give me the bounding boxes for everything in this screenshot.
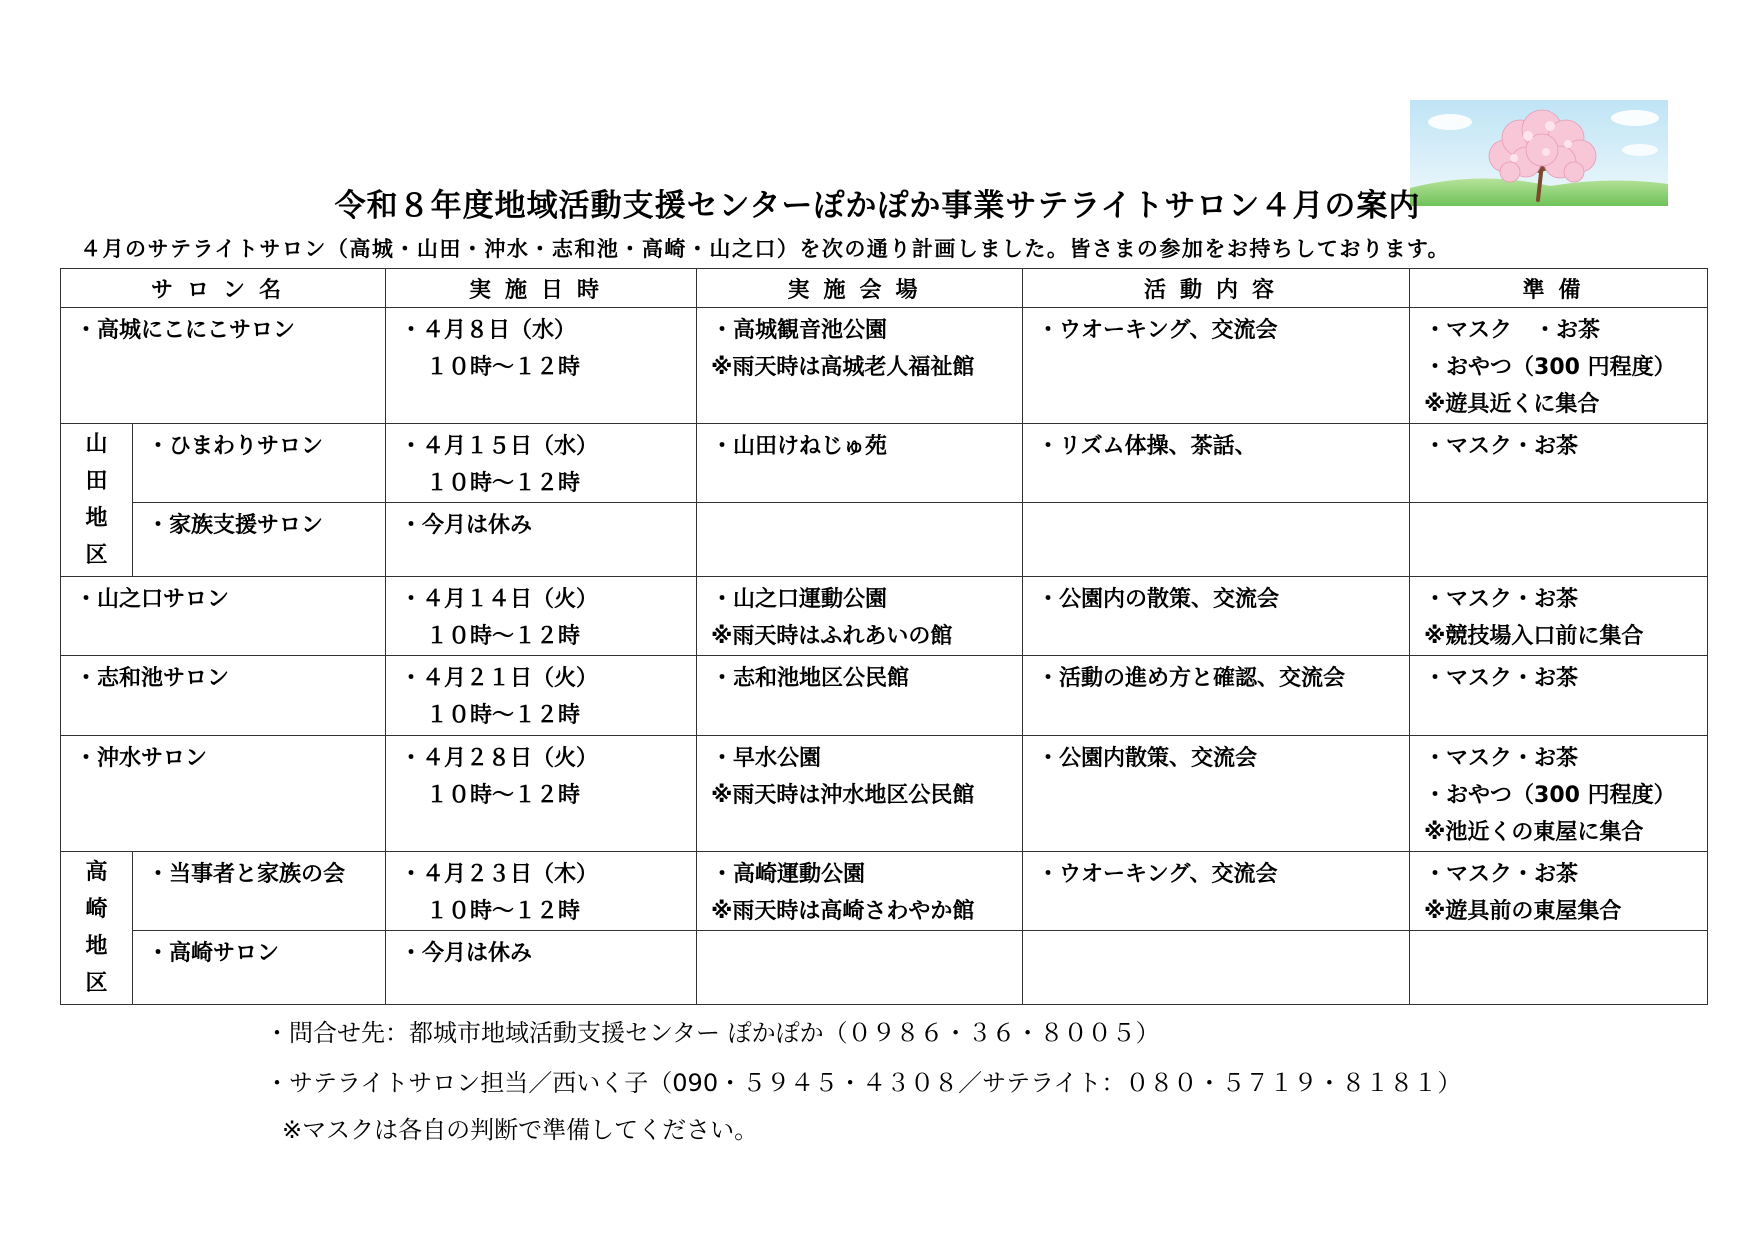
activity-text: ・ウオーキング、交流会 [1037,318,1278,343]
prep-text: ・マスク・お茶 [1424,666,1579,691]
date-text: ・今月は休み [400,941,533,966]
date-text: ・４月２３日（木） [400,862,599,887]
prep-text: ※競技場入口前に集合 [1424,624,1644,649]
salon-schedule-table [60,268,1708,1005]
table-row [61,852,1708,931]
salon-name-cell [61,656,386,736]
venue-cell [697,931,1023,1005]
table-row [61,931,1708,1005]
prep-cell [1410,308,1708,424]
header-salon-name: サロン名 [61,269,386,308]
date-cell [386,308,697,424]
prep-text: ・おやつ（300 円程度） [1424,783,1676,808]
rain-venue-text: ※雨天時は高崎さわやか館 [711,899,975,924]
venue-cell [697,852,1023,931]
staff-contact-info: ・サテライトサロン担当／西いく子（090・５９４５・４３０８／サテライト：０８０・５７１９・８１８１） [265,1069,1462,1097]
venue-text: ・志和池地区公民館 [711,666,910,691]
venue-cell [697,656,1023,736]
date-text: ・４月２１日（火） [400,666,599,691]
prep-cell [1410,736,1708,852]
activity-cell [1023,656,1410,736]
activity-cell [1023,308,1410,424]
time-text: １０時～１２時 [426,899,581,924]
district-label-takazaki: 高 崎 地 区 [61,852,133,1005]
salon-name-cell [133,852,386,931]
venue-text: ・高崎運動公園 [711,862,866,887]
date-text: ・４月８日（水） [400,318,577,343]
rain-venue-text: ※雨天時は高城老人福祉館 [711,355,975,380]
prep-text: ・マスク・お茶 [1424,587,1579,612]
prep-text: ・マスク・お茶 [1424,862,1579,887]
activity-cell [1023,852,1410,931]
prep-cell [1410,503,1708,577]
activity-cell [1023,577,1410,656]
venue-cell [697,308,1023,424]
venue-cell [697,577,1023,656]
table-row [61,503,1708,577]
prep-cell [1410,852,1708,931]
activity-cell [1023,931,1410,1005]
salon-name: ・家族支援サロン [147,513,324,538]
header-activity: 活動内容 [1023,269,1410,308]
salon-name: ・山之口サロン [75,587,230,612]
prep-text: ※遊具前の東屋集合 [1424,899,1622,924]
header-preparation: 準備 [1410,269,1708,308]
table-row [61,736,1708,852]
table-row [61,308,1708,424]
activity-text: ・公園内の散策、交流会 [1037,587,1280,612]
activity-cell [1023,424,1410,503]
activity-text: ・リズム体操、茶話、 [1037,434,1257,459]
header-venue: 実施会場 [697,269,1023,308]
date-cell [386,503,697,577]
salon-name: ・ひまわりサロン [147,434,324,459]
time-text: １０時～１２時 [426,471,581,496]
prep-text: ※池近くの東屋に集合 [1424,820,1644,845]
prep-text: ・マスク ・お茶 [1424,318,1601,343]
time-text: １０時～１２時 [426,703,581,728]
activity-text: ・公園内散策、交流会 [1037,746,1258,771]
table-row [61,577,1708,656]
salon-name: ・高城にこにこサロン [75,318,296,343]
salon-name-cell [133,503,386,577]
salon-name-cell [133,424,386,503]
date-cell [386,424,697,503]
activity-cell [1023,503,1410,577]
intro-text: ４月のサテライトサロン（高城・山田・沖水・志和池・高崎・山之口）を次の通り計画しました。皆さまの参加をお持ちしております。 [80,237,1451,261]
prep-cell [1410,577,1708,656]
venue-cell [697,736,1023,852]
time-text: １０時～１２時 [426,783,581,808]
salon-name-cell [133,931,386,1005]
rain-venue-text: ※雨天時は沖水地区公民館 [711,783,975,808]
venue-text: ・山之口運動公園 [711,587,888,612]
salon-name: ・当事者と家族の会 [147,862,346,887]
venue-text: ・山田けねじゅ苑 [711,434,888,459]
salon-name-cell [61,308,386,424]
district-label-yamada: 山 田 地 区 [61,424,133,577]
prep-text: ・マスク・お茶 [1424,434,1579,459]
prep-cell [1410,931,1708,1005]
date-cell [386,577,697,656]
table-header-row [61,269,1708,308]
salon-name: ・沖水サロン [75,746,208,771]
prep-cell [1410,424,1708,503]
venue-text: ・高城観音池公園 [711,318,888,343]
date-text: ・４月２８日（火） [400,746,599,771]
time-text: １０時～１２時 [426,624,581,649]
salon-name-cell [61,736,386,852]
prep-text: ・おやつ（300 円程度） [1424,355,1676,380]
date-cell [386,656,697,736]
header-date-time: 実施日時 [386,269,697,308]
date-cell [386,931,697,1005]
date-text: ・４月１５日（水） [400,434,599,459]
prep-text: ・マスク・お茶 [1424,746,1579,771]
table-row [61,424,1708,503]
activity-cell [1023,736,1410,852]
activity-text: ・ウオーキング、交流会 [1037,862,1278,887]
page-title: 令和８年度地域活動支援センターぽかぽか事業サテライトサロン４月の案内 [334,188,1421,224]
salon-name: ・高崎サロン [147,941,280,966]
venue-text: ・早水公園 [711,746,822,771]
rain-venue-text: ※雨天時はふれあいの館 [711,624,953,649]
prep-cell [1410,656,1708,736]
date-cell [386,736,697,852]
salon-name: ・志和池サロン [75,666,230,691]
contact-info: ・問合せ先：都城市地域活動支援センター ぽかぽか（０９８６・３６・８００５） [265,1019,1160,1047]
time-text: １０時～１２時 [426,355,581,380]
table-row [61,656,1708,736]
venue-cell [697,503,1023,577]
prep-text: ※遊具近くに集合 [1424,392,1600,417]
salon-name-cell [61,577,386,656]
date-text: ・４月１４日（火） [400,587,599,612]
venue-cell [697,424,1023,503]
activity-text: ・活動の進め方と確認、交流会 [1037,666,1346,691]
date-cell [386,852,697,931]
mask-note: ※マスクは各自の判断で準備してください。 [282,1116,759,1144]
date-text: ・今月は休み [400,513,533,538]
